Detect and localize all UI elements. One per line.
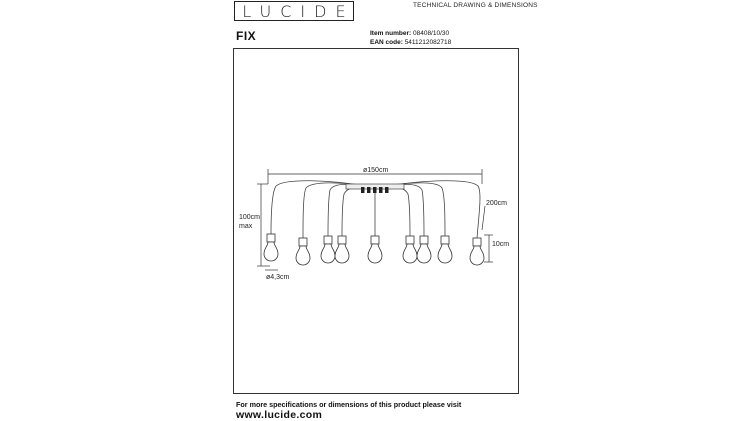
pendant-9 <box>470 238 484 265</box>
socket <box>299 238 307 246</box>
pendants <box>264 234 484 265</box>
pendant-4 <box>335 236 349 263</box>
height-label: 100cm <box>239 214 261 221</box>
bulb <box>296 246 310 265</box>
socket <box>338 236 346 244</box>
bulb <box>368 244 382 263</box>
socket-diameter-label: ø4,3cm <box>266 274 290 281</box>
bulb <box>321 244 335 263</box>
bulb <box>438 244 452 263</box>
cable-length-leader <box>482 206 485 230</box>
drawing-title: TECHNICAL DRAWING & DIMENSIONS <box>413 2 538 9</box>
bulb <box>335 244 349 263</box>
pendant-2 <box>296 238 310 265</box>
ean-value: 5411212082718 <box>404 39 452 46</box>
diameter-label: ø150cm <box>363 167 389 174</box>
canopy-clamp-5 <box>385 187 389 193</box>
pendant-7 <box>417 236 431 263</box>
brand-logo-text: LUCIDE <box>242 1 355 21</box>
canopy-clamp-3 <box>373 187 377 193</box>
footer-url-link[interactable]: www.lucide.com <box>236 409 323 421</box>
cable-8 <box>384 183 445 236</box>
pendant-3 <box>321 236 335 263</box>
canopy <box>346 184 404 193</box>
socket <box>267 234 275 242</box>
bulb-height-label: 10cm <box>492 241 510 248</box>
socket <box>420 236 428 244</box>
socket <box>473 238 481 246</box>
socket <box>406 236 414 244</box>
cable-length-label: 200cm <box>486 200 508 207</box>
cable-4 <box>342 187 372 236</box>
bulb <box>264 242 278 261</box>
canopy-clamp-1 <box>361 187 365 193</box>
canopy-clamp-2 <box>367 187 371 193</box>
bulb <box>417 244 431 263</box>
canopy-clamp-4 <box>379 187 383 193</box>
pendant-1 <box>264 234 278 261</box>
socket <box>371 236 379 244</box>
item-number-value: 08408/10/30 <box>412 30 450 37</box>
height-note-label: max <box>239 223 253 230</box>
ean-label: EAN code: <box>370 39 403 46</box>
socket <box>324 236 332 244</box>
cable-6 <box>380 187 410 236</box>
footer-specs-text: For more specifications or dimensions of this product please visit <box>236 400 462 409</box>
cable-2 <box>303 183 368 238</box>
socket <box>441 236 449 244</box>
model-name: FIX <box>236 29 257 43</box>
pendant-5 <box>368 236 382 263</box>
pendant-8 <box>438 236 452 263</box>
item-number-label: Item number: <box>370 30 412 37</box>
bulb <box>470 246 484 265</box>
pendant-6 <box>403 236 417 263</box>
bulb <box>403 244 417 263</box>
